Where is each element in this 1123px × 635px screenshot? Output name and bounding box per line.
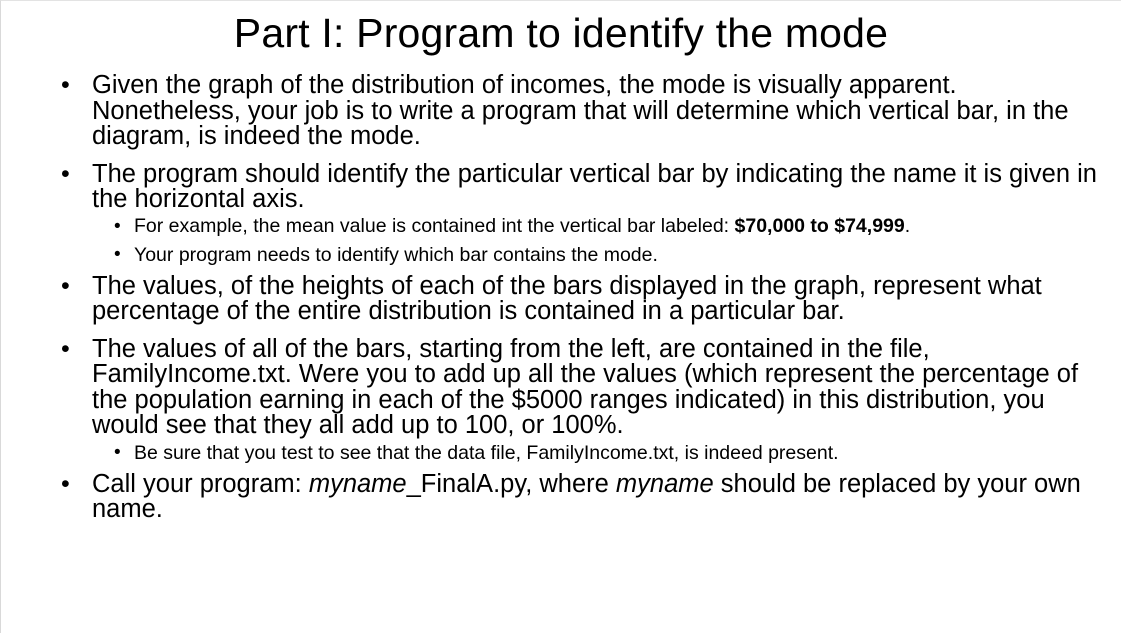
sub-bullet-list bbox=[61, 214, 1101, 266]
sub-bullet-item bbox=[61, 443, 1101, 463]
sub-bullet-text: Your program needs to identify which bar contains the mode. bbox=[134, 243, 658, 266]
bullet-dot-icon: • bbox=[61, 334, 70, 363]
bullet-text: The values of all of the bars, starting from the left, are contained in the file, FamilyIncome.txt. Were you to add up all the values (which represent the percentage of the population earning in each of the $5000 ranges indicated) in this distribution, you would see that they all add up to 100, or 100%. bbox=[92, 334, 1079, 439]
sub-bullet-item bbox=[61, 214, 1101, 237]
bullet-item bbox=[61, 469, 1101, 523]
bullet-list bbox=[61, 73, 1101, 535]
sub-bullet-item bbox=[61, 245, 1101, 265]
bullet-dot-icon: • bbox=[114, 441, 121, 463]
sub-bullet-tail: . bbox=[904, 214, 911, 237]
bullet-italic-text: myname bbox=[308, 469, 407, 498]
sub-bullet-text: For example, the mean value is contained int the vertical bar labeled: bbox=[134, 214, 735, 237]
bullet-dot-icon: • bbox=[114, 243, 121, 265]
bullet-text-part: _FinalA.py, where bbox=[406, 469, 616, 498]
bullet-text-part: Call your program: bbox=[92, 469, 309, 498]
bullet-dot-icon: • bbox=[114, 215, 121, 237]
bullet-item bbox=[61, 271, 1101, 325]
bullet-item bbox=[61, 159, 1101, 213]
bullet-dot-icon: • bbox=[61, 71, 70, 99]
bullet-italic-text: myname bbox=[615, 469, 714, 498]
bullet-text-part: should be replaced by your own name. bbox=[92, 469, 1081, 523]
bullet-text: The program should identify the particular vertical bar by indicating the name it is given in the horizontal axis. bbox=[92, 159, 1097, 213]
bullet-dot-icon: • bbox=[61, 159, 70, 188]
bullet-item bbox=[61, 334, 1101, 439]
slide-title: Part I: Program to identify the mode bbox=[233, 10, 889, 56]
bullet-dot-icon: • bbox=[61, 469, 70, 498]
bullet-text: Given the graph of the distribution of incomes, the mode is visually apparent. Nonetheless, your job is to write a program that will determine which vertical bar, in the diagram, is indeed the mode. bbox=[92, 71, 1069, 150]
bullet-text: The values, of the heights of each of the bars displayed in the graph, represent what percentage of the entire distribution is contained in a particular bar. bbox=[92, 271, 1042, 325]
bullet-dot-icon: • bbox=[61, 271, 70, 300]
sub-bullet-list bbox=[61, 443, 1101, 463]
bullet-item bbox=[61, 73, 1101, 150]
sub-bullet-bold-text: $70,000 to $74,999 bbox=[734, 214, 905, 237]
sub-bullet-text: Be sure that you test to see that the data file, FamilyIncome.txt, is indeed present. bbox=[134, 441, 839, 464]
